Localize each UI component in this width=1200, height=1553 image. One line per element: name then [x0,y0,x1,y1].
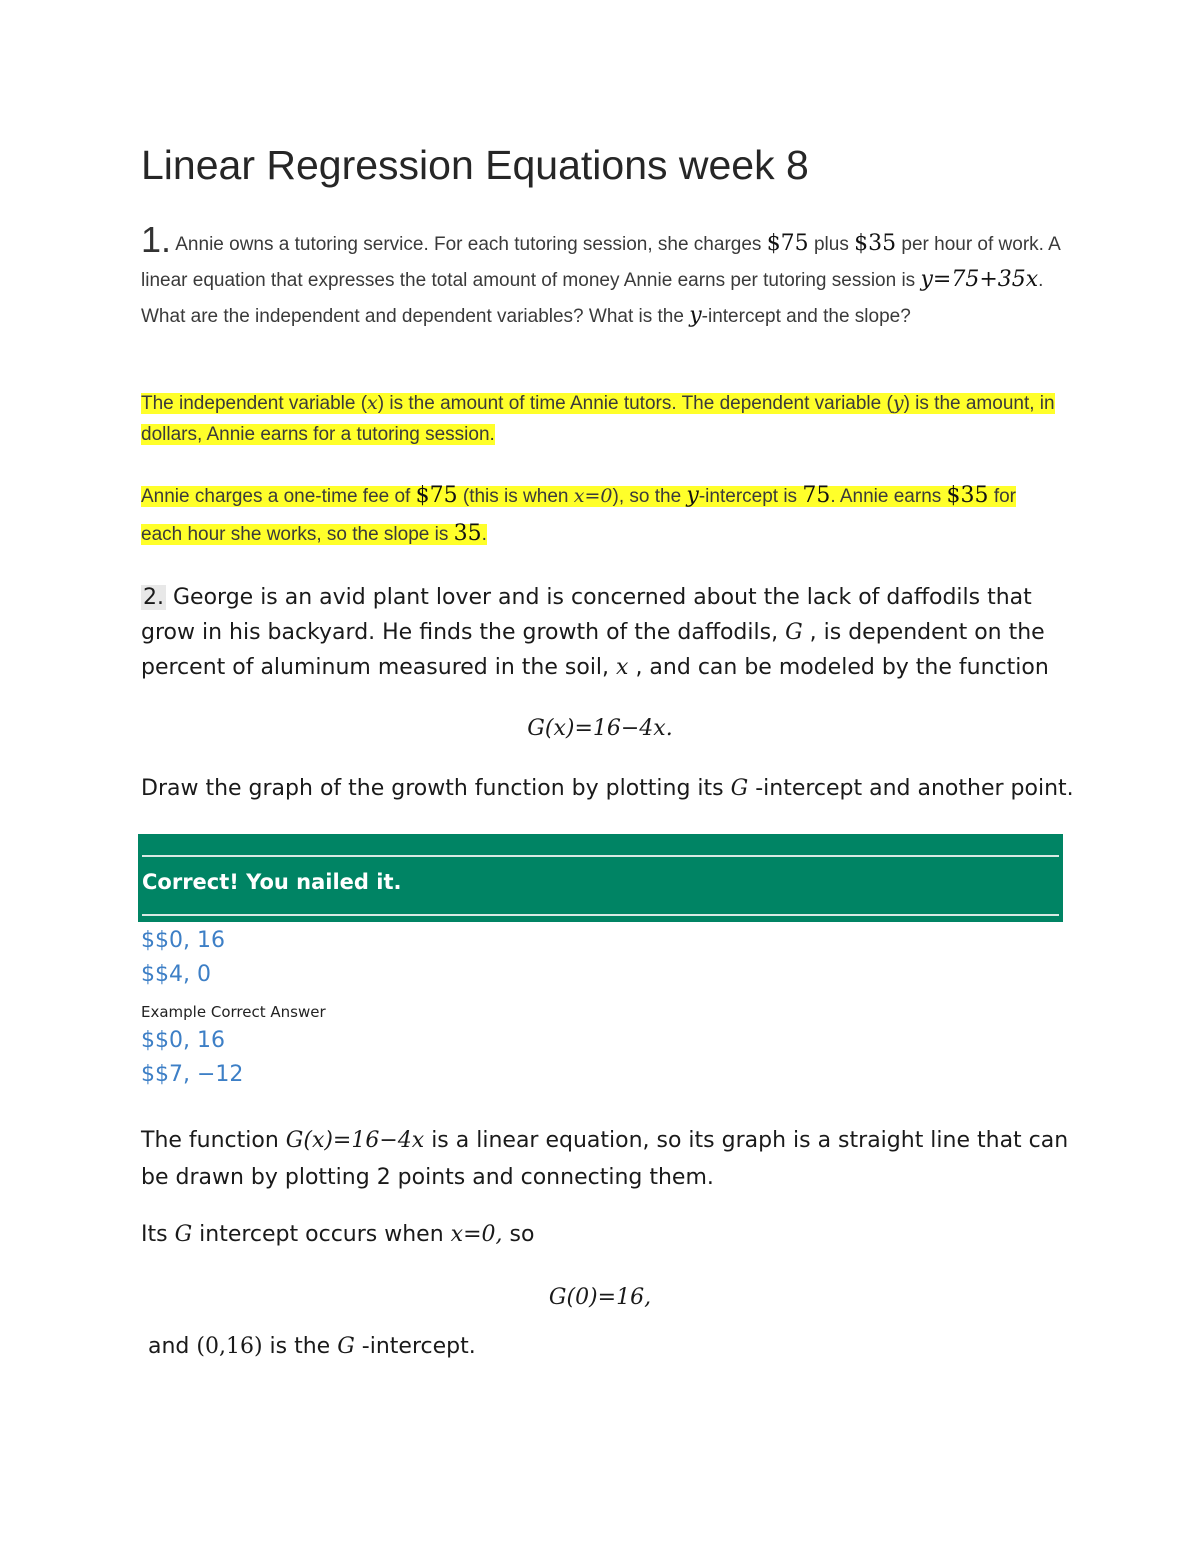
q1-text: per hour of work. A linear equation that expresses the total amount of money Annie earns per tutoring session is [141,234,1060,291]
question-1-number: 1. [141,219,172,260]
a2-math: x=0 [573,485,613,507]
exp-text: The function [141,1128,286,1153]
q1-text: . What are the independent and dependent variables? What is the [141,270,1044,327]
q2-text: , and can be modeled by the function [628,655,1049,680]
a1-text: ) is the amount, in dollars, Annie earns for a tutoring session. [141,393,1055,445]
its-text: Its [141,1222,175,1247]
correct-banner [138,834,1063,922]
draw-text: -intercept and another point. [748,776,1074,801]
and-text: and [148,1334,197,1359]
and-math: (0,16) [196,1334,263,1359]
page-title: Linear Regression Equations week 8 [141,142,809,188]
q2-text: George is an avid plant lover and is concerned about the lack of daffodils that grow in his backyard. He finds the growth of the daffodils, [141,585,1032,645]
draw-text: Draw the graph of the growth function by plotting its [141,776,731,801]
a2-text: Annie charges a one-time fee of [141,486,416,507]
its-text: intercept occurs when [192,1222,451,1247]
a1-math: y [892,392,904,414]
user-answer-point-1: $$0, 16 [141,928,225,953]
draw-instruction [141,776,1074,801]
its-math: G [174,1222,193,1247]
a2-math: $75 [415,483,458,508]
g-of-zero-equation: G(0)=16, [548,1285,652,1310]
intercept-explanation [141,1222,534,1247]
a1-math: x [367,392,378,414]
q1-text: Annie owns a tutoring service. For each tutoring session, she charges [171,234,767,255]
a2-math: y [686,483,699,508]
growth-function-equation: G(x)=16−4x. [527,716,673,741]
exp-text: is a linear equation, so its graph is a straight line that can be drawn by plotting 2 points and connecting them. [141,1128,1069,1190]
q1-text: -intercept and the slope? [701,306,911,327]
a2-text: . Annie earns [830,486,947,507]
a2-math: $35 [946,483,989,508]
a2-math: 75 [802,483,831,508]
answer-1-intercept-slope [141,477,1061,553]
example-answer-point-1: $$0, 16 [141,1028,225,1053]
a2-text: -intercept is [698,486,803,507]
question-1 [141,219,1061,334]
q1-math: $35 [854,231,897,256]
q2-math: x [616,655,629,680]
q2-text: , is dependent on the percent of aluminum measured in the soil, [141,620,1045,680]
question-2 [141,580,1071,685]
exp-math: G(x)=16−4x [285,1128,425,1153]
draw-math: G [730,776,749,801]
banner-top-rule [142,855,1059,857]
q1-math: $75 [766,231,809,256]
banner-text: Correct! You nailed it. [142,870,402,894]
user-answer-point-2: $$4, 0 [141,962,211,987]
example-answer-point-2: $$7, −12 [141,1062,244,1087]
a2-text: for each hour she works, so the slope is [141,486,1016,545]
q2-math: G [785,620,803,645]
q1-math: y [689,303,702,328]
intercept-conclusion [148,1334,476,1359]
and-text: -intercept. [354,1334,476,1359]
its-text: so [502,1222,535,1247]
example-answer-label: Example Correct Answer [141,1003,326,1021]
and-math: G [337,1334,355,1359]
a1-text: The independent variable ( [141,393,368,414]
a2-math: 35 [453,521,482,546]
q1-text: plus [808,234,855,255]
q1-equation: y=75+35x [920,267,1039,292]
a2-text: (this is when [457,486,574,507]
explanation-paragraph [141,1122,1071,1196]
a2-text: . [481,524,487,545]
banner-bottom-rule [142,914,1059,916]
and-text: is the [262,1334,338,1359]
a2-text: ), so the [612,486,687,507]
answer-1-variables [141,388,1061,450]
question-2-number: 2. [143,585,164,610]
a1-text: ) is the amount of time Annie tutors. The dependent variable ( [377,393,893,414]
its-math: x=0, [450,1222,503,1247]
